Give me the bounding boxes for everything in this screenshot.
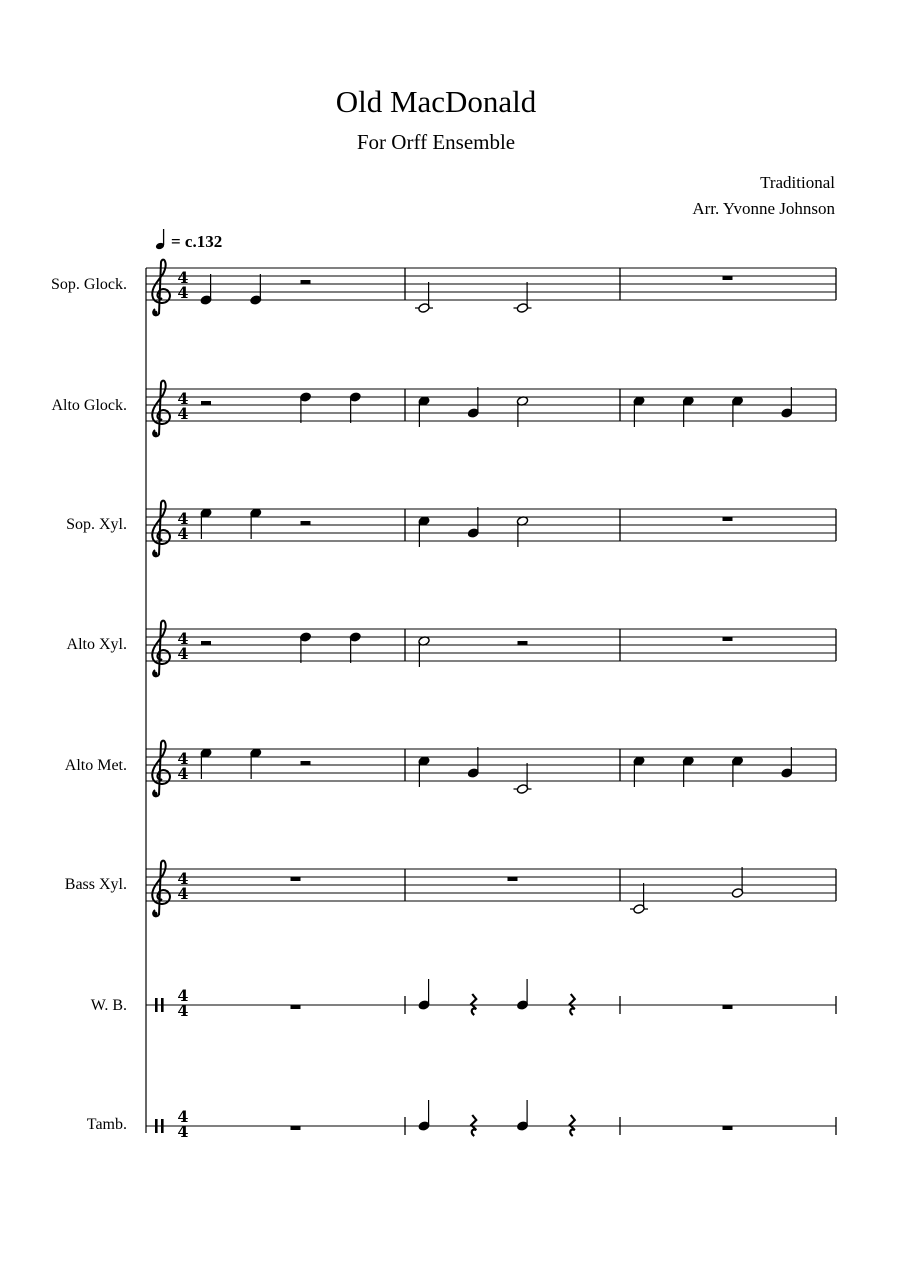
half-rest bbox=[301, 761, 311, 765]
whole-rest bbox=[291, 1126, 301, 1130]
instrument-label: Sop. Xyl. bbox=[66, 516, 127, 533]
half-rest bbox=[518, 641, 528, 645]
time-signature-numerator: 4 bbox=[177, 749, 189, 768]
time-signature-denominator: 4 bbox=[177, 283, 189, 302]
time-signature-numerator: 4 bbox=[177, 268, 189, 287]
tempo-text: = c.132 bbox=[171, 232, 223, 251]
half-rest bbox=[301, 521, 311, 525]
percussion-clef-icon bbox=[161, 1119, 164, 1133]
instrument-label: Bass Xyl. bbox=[64, 876, 127, 893]
percussion-clef-icon bbox=[155, 998, 158, 1012]
whole-rest bbox=[508, 877, 518, 881]
time-signature-denominator: 4 bbox=[177, 644, 189, 663]
half-rest bbox=[201, 401, 211, 405]
whole-rest bbox=[723, 276, 733, 280]
percussion-clef-icon bbox=[161, 998, 164, 1012]
time-signature-denominator: 4 bbox=[177, 764, 189, 783]
whole-rest bbox=[723, 1126, 733, 1130]
time-signature-denominator: 4 bbox=[177, 1001, 189, 1020]
whole-rest bbox=[723, 637, 733, 641]
instrument-label: Tamb. bbox=[86, 1116, 127, 1133]
score-subtitle: For Orff Ensemble bbox=[356, 130, 516, 154]
half-rest bbox=[301, 280, 311, 284]
time-signature-numerator: 4 bbox=[177, 389, 189, 408]
whole-rest bbox=[291, 877, 301, 881]
instrument-label: Sop. Glock. bbox=[51, 276, 127, 293]
arranger-credit: Arr. Yvonne Johnson bbox=[692, 199, 835, 218]
time-signature-numerator: 4 bbox=[177, 869, 189, 888]
time-signature-denominator: 4 bbox=[177, 404, 189, 423]
time-signature-denominator: 4 bbox=[177, 1122, 189, 1141]
instrument-label: Alto Xyl. bbox=[66, 636, 127, 653]
time-signature-numerator: 4 bbox=[177, 1107, 189, 1126]
instrument-label: Alto Glock. bbox=[51, 397, 127, 414]
score-title: Old MacDonald bbox=[335, 84, 537, 119]
composer-credit: Traditional bbox=[760, 173, 835, 192]
time-signature-numerator: 4 bbox=[177, 509, 189, 528]
instrument-label: W. B. bbox=[90, 997, 127, 1014]
whole-rest bbox=[723, 1005, 733, 1009]
time-signature-denominator: 4 bbox=[177, 884, 189, 903]
whole-rest bbox=[723, 517, 733, 521]
whole-rest bbox=[291, 1005, 301, 1009]
half-rest bbox=[201, 641, 211, 645]
instrument-label: Alto Met. bbox=[64, 757, 127, 774]
time-signature-denominator: 4 bbox=[177, 524, 189, 543]
percussion-clef-icon bbox=[155, 1119, 158, 1133]
time-signature-numerator: 4 bbox=[177, 629, 189, 648]
time-signature-numerator: 4 bbox=[177, 986, 189, 1005]
